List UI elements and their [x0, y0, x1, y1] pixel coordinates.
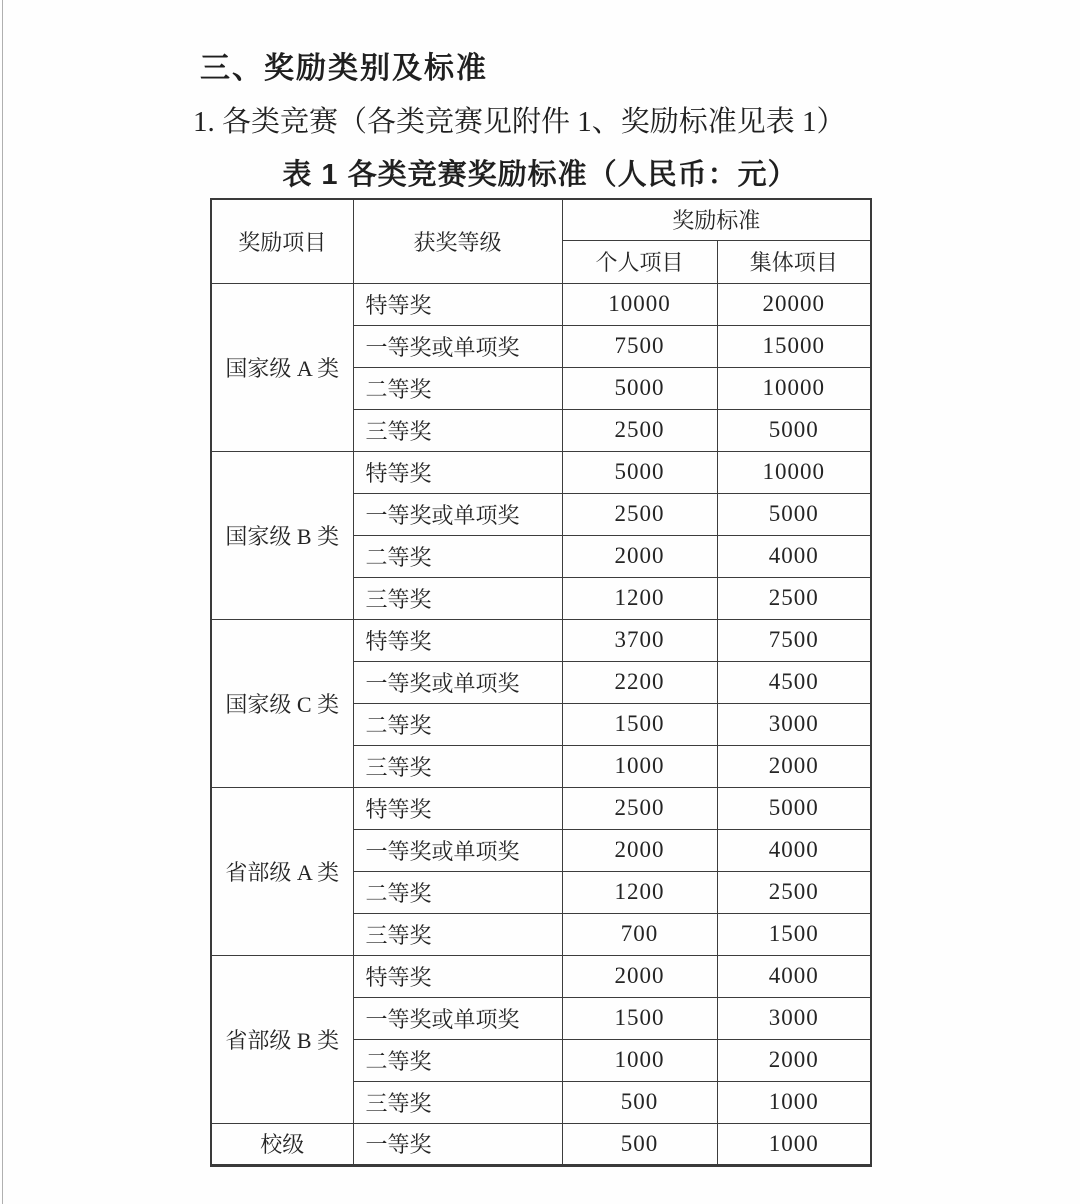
category-cell: 国家级 A 类: [211, 283, 353, 451]
table-row: [211, 283, 871, 325]
individual-value-cell: 2000: [562, 955, 717, 997]
collective-value-cell: 2500: [717, 577, 871, 619]
level-cell: 三等奖: [353, 409, 562, 451]
collective-value-cell: 5000: [717, 787, 871, 829]
individual-value-cell: 2200: [562, 661, 717, 703]
scan-edge-line: [2, 0, 3, 1204]
collective-value-cell: 10000: [717, 367, 871, 409]
individual-value-cell: 2000: [562, 829, 717, 871]
table-row: [211, 619, 871, 661]
level-cell: 三等奖: [353, 745, 562, 787]
individual-value-cell: 1200: [562, 577, 717, 619]
header-row-1: [211, 199, 871, 240]
individual-value-cell: 1500: [562, 997, 717, 1039]
level-cell: 三等奖: [353, 913, 562, 955]
individual-value-cell: 5000: [562, 367, 717, 409]
category-cell: 国家级 B 类: [211, 451, 353, 619]
individual-value-cell: 700: [562, 913, 717, 955]
individual-value-cell: 7500: [562, 325, 717, 367]
collective-value-cell: 5000: [717, 409, 871, 451]
collective-value-cell: 3000: [717, 997, 871, 1039]
level-cell: 特等奖: [353, 619, 562, 661]
table-row: [211, 451, 871, 493]
individual-value-cell: 2500: [562, 409, 717, 451]
level-cell: 特等奖: [353, 283, 562, 325]
collective-value-cell: 7500: [717, 619, 871, 661]
level-cell: 二等奖: [353, 535, 562, 577]
collective-value-cell: 4500: [717, 661, 871, 703]
award-standards-table: [210, 198, 872, 1167]
category-cell: 省部级 A 类: [211, 787, 353, 955]
table-row: [211, 787, 871, 829]
level-cell: 特等奖: [353, 787, 562, 829]
table-header: [211, 199, 871, 283]
collective-value-cell: 1500: [717, 913, 871, 955]
level-cell: 二等奖: [353, 703, 562, 745]
collective-value-cell: 2000: [717, 745, 871, 787]
individual-value-cell: 1500: [562, 703, 717, 745]
category-cell: 校级: [211, 1123, 353, 1165]
individual-value-cell: 1000: [562, 745, 717, 787]
individual-value-cell: 10000: [562, 283, 717, 325]
collective-value-cell: 4000: [717, 829, 871, 871]
collective-value-cell: 10000: [717, 451, 871, 493]
collective-value-cell: 2000: [717, 1039, 871, 1081]
intro-line: 1. 各类竞赛（各类竞赛见附件 1、奖励标准见表 1）: [193, 106, 846, 138]
table-body: [211, 283, 871, 1165]
level-cell: 特等奖: [353, 955, 562, 997]
level-cell: 三等奖: [353, 1081, 562, 1123]
individual-value-cell: 1000: [562, 1039, 717, 1081]
col-header-level: 获奖等级: [353, 199, 562, 283]
individual-value-cell: 5000: [562, 451, 717, 493]
col-header-standard: 奖励标准: [562, 199, 871, 240]
col-header-individual: 个人项目: [562, 240, 717, 283]
individual-value-cell: 3700: [562, 619, 717, 661]
level-cell: 一等奖或单项奖: [353, 997, 562, 1039]
individual-value-cell: 1200: [562, 871, 717, 913]
collective-value-cell: 3000: [717, 703, 871, 745]
level-cell: 二等奖: [353, 1039, 562, 1081]
col-header-project: 奖励项目: [211, 199, 353, 283]
collective-value-cell: 5000: [717, 493, 871, 535]
section-heading: 三、奖励类别及标准: [200, 52, 488, 85]
collective-value-cell: 1000: [717, 1081, 871, 1123]
table-title: 表 1 各类竞赛奖励标准（人民币：元）: [282, 159, 798, 191]
table-row: [211, 955, 871, 997]
individual-value-cell: 2000: [562, 535, 717, 577]
level-cell: 特等奖: [353, 451, 562, 493]
category-cell: 国家级 C 类: [211, 619, 353, 787]
level-cell: 一等奖或单项奖: [353, 493, 562, 535]
individual-value-cell: 500: [562, 1123, 717, 1165]
level-cell: 二等奖: [353, 367, 562, 409]
collective-value-cell: 20000: [717, 283, 871, 325]
category-cell: 省部级 B 类: [211, 955, 353, 1123]
collective-value-cell: 4000: [717, 535, 871, 577]
individual-value-cell: 2500: [562, 787, 717, 829]
level-cell: 一等奖: [353, 1123, 562, 1165]
individual-value-cell: 500: [562, 1081, 717, 1123]
collective-value-cell: 2500: [717, 871, 871, 913]
collective-value-cell: 15000: [717, 325, 871, 367]
table-row: [211, 1123, 871, 1165]
individual-value-cell: 2500: [562, 493, 717, 535]
level-cell: 三等奖: [353, 577, 562, 619]
level-cell: 一等奖或单项奖: [353, 829, 562, 871]
level-cell: 一等奖或单项奖: [353, 325, 562, 367]
col-header-collective: 集体项目: [717, 240, 871, 283]
level-cell: 二等奖: [353, 871, 562, 913]
collective-value-cell: 4000: [717, 955, 871, 997]
level-cell: 一等奖或单项奖: [353, 661, 562, 703]
collective-value-cell: 1000: [717, 1123, 871, 1165]
